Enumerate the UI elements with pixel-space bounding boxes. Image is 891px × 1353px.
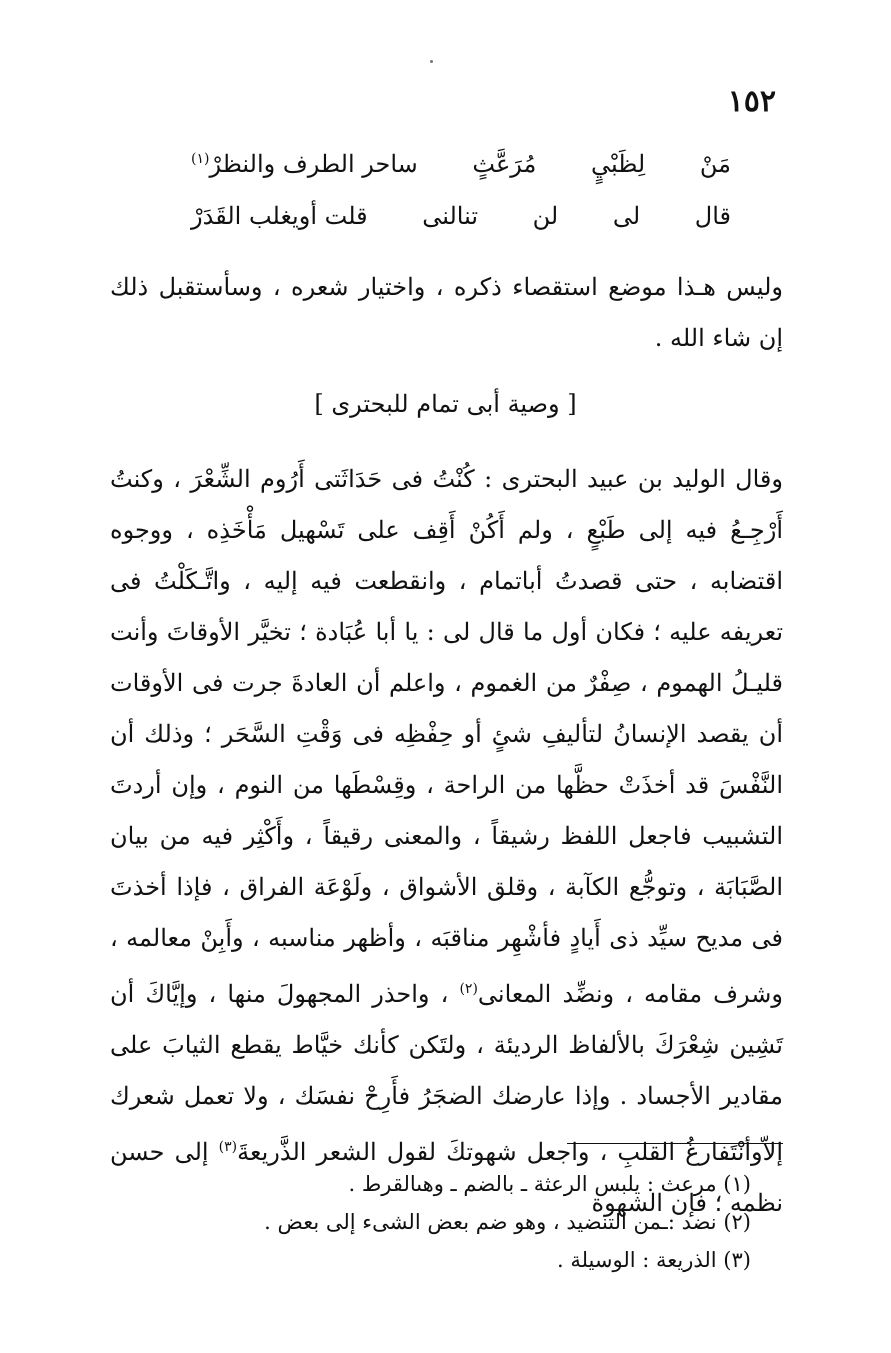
- footnote: (٢) نضد :ـمن التنضيد ، وهو ضم بعض الشىء إلى بعض .: [264, 1210, 751, 1234]
- verse-hemistich: ساحر الطرف والنظرْ$^{(١)}$: [191, 150, 418, 178]
- footnote-ref: (٢): [459, 981, 478, 997]
- body-paragraph: [110, 454, 783, 1229]
- verse-word: قال: [694, 202, 731, 230]
- footnote-ref: (١): [191, 151, 210, 167]
- verse-word: لن: [532, 202, 559, 230]
- body-text: ، واحذر المجهولَ منها ، وإيَّاكَ أن تَشِين شِعْرَكَ بالألفاظ الرديئة ، ولتَكن كأنك خيَّاط يقطع الثيابَ على مقادير الأجساد . وإذا عارضك الضجَرُ فأَرِحْ نفسَك ، ولا تعمل شعرك إلاّوأنْتَفارغُ القلبِ ، واجعل شهوتكَ لقول الشعر الذَّريعةَ: [110, 980, 783, 1166]
- verse-line-1: [191, 150, 731, 178]
- verse-word: مَنْ: [699, 150, 731, 178]
- page-number: ١٥٢: [727, 84, 776, 119]
- scan-speck: [430, 60, 433, 63]
- footnote: (٣) الذريعة : الوسيلة .: [557, 1248, 751, 1272]
- body-text: وقال الوليد بن عبيد البحترى : كُنْتُ فى حَدَاثَتى أَرُوم الشِّعْرَ ، وكنتُ أَرْجِـعُ فيه إلى طَبْعٍ ، ولم أَكُنْ أَقِف على تَسْهيل مَأْخَذِه ، ووجوه اقتضابه ، حتى قصدتُ أباتمام ، وانقطعت فيه إليه ، واتَّـكَلْتُ فى تعريفه عليه ؛ فكان أول ما قال لى : يا أبا عُبَادة ؛ تخيَّر الأوقاتَ وأنت قليـلُ الهموم ، صِفْرٌ من الغموم ، واعلم أن العادةَ جرت فى الأوقات أن يقصد الإنسانُ لتأليفِ شئٍ أو حِفْظِه فى وَقْتِ السَّحَر ؛ وذلك أن النَّفْسَ قد أخذَتْ حظَّها من الراحة ، وقِسْطَها من النوم ، وإن أردتَ التشبيب فاجعل اللفظ رشيقاً ، والمعنى رقيقاً ، وأَكْثِر فيه من بيان الصَّبَابَة ، وتوجُّع الكآبة ، وقلق الأشواق ، ولَوْعَة الفراق ، فإذا أخذتَ فى مديح سيِّد ذى أَيادٍ فأشْهِر مناقبَه ، وأظهر مناسبه ، وأَبِنْ معالمه ، وشرف مقامه ، ونضِّد المعانى: [110, 465, 783, 1008]
- verse-hemistich: قلت أويغلب القَدَرْ: [191, 202, 368, 230]
- body-text: إلى حسن نظمه ؛ فإن الشهوة: [110, 1138, 783, 1217]
- verse-line-2: [191, 202, 731, 230]
- verse-word: تنالنى: [422, 202, 479, 230]
- footnotes: [151, 1165, 751, 1279]
- verse-word: مُرَعَّثٍ: [472, 150, 537, 178]
- intro-paragraph: وليس هـذا موضع استقصاء ذكره ، واختيار شعره ، وسأستقبل ذلك إن شاء الله .: [110, 273, 783, 352]
- footnote-ref: (٣): [218, 1139, 238, 1155]
- footnote: (١) مرعث : يلبس الرعثة ـ بالضم ـ وهىالقرط .: [348, 1172, 751, 1196]
- footnote-separator: [567, 1143, 783, 1144]
- section-title: [ وصية أبى تمام للبحترى ]: [314, 390, 577, 418]
- verse-word: لِظَبْيٍ: [591, 150, 646, 178]
- verse-word: لى: [612, 202, 641, 230]
